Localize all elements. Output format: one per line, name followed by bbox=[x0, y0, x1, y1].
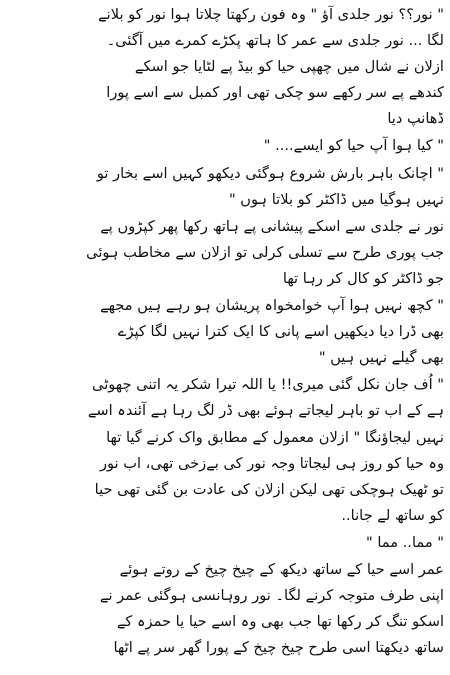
text-line: " کیا ہوا آپ حیا کو ایسے.... " bbox=[263, 137, 444, 155]
paragraph-3 bbox=[8, 161, 444, 213]
text-line: تو ٹھیک ہوچکی تھی لیکن ازلان کی عادت بن گئی تھی حیا bbox=[94, 480, 444, 498]
paragraph-4 bbox=[8, 214, 444, 292]
text-line: وہ حیا کو روز ہی لیجاتا وجہ نور کی بےزخی تھی، اب نور bbox=[99, 454, 444, 472]
paragraph-8 bbox=[8, 557, 444, 661]
paragraph-2 bbox=[8, 133, 444, 159]
text-line: کندھے پے سر رکھے سو چکی تھی اور کمبل سے اسے پورا bbox=[106, 84, 444, 102]
text-line: بھی ڈرا دیا دیکھیں اسے پانی کا ایک کترا نہیں لگا کپڑے bbox=[117, 323, 444, 341]
text-line: عمر اسے حیا کے ساتھ دیکھ کے چیخ چیخ کے روتے ہوئے bbox=[119, 560, 444, 578]
text-line: نہیں لیجاؤنگا " ازلان معمول کے مطابق واک کرنے گیا تھا bbox=[106, 428, 444, 446]
text-line: " کچھ نہیں ہوا آپ خوامخواہ پریشان ہو رہے ہیں مجھے bbox=[100, 297, 444, 315]
text-line: ڈھانپ دیا bbox=[387, 110, 444, 128]
text-line: نہیں ہوگیا میں ڈاکٹر کو بلاتا ہوں " bbox=[228, 190, 444, 208]
page-bottom-edge bbox=[0, 669, 450, 675]
text-line: جب پوری طرح سے تسلی کرلی تو ازلان سے مخاطب ہوئی bbox=[86, 243, 444, 261]
paragraph-7 bbox=[8, 530, 444, 556]
paragraph-1 bbox=[8, 2, 444, 132]
text-line: نور نے جلدی سے اسکے پیشانی پے ہاتھ رکھا پھر کپڑوں پے bbox=[100, 217, 444, 235]
text-line: لگا ... نور جلدی سے عمر کا ہاتھ پکڑے کمرے میں آگئی۔ bbox=[106, 32, 444, 50]
text-line: ہے کے اب تو باہر لیجاتے ہوئے بھی ڈر لگ رہا ہے آئندہ اسے bbox=[87, 402, 444, 420]
text-line: " نور؟؟ نور جلدی آؤ " وہ فون رکھتا چلاتا ہوا نور کو بلانے bbox=[98, 6, 444, 23]
text-line: کو ساتھ لے جانا.. bbox=[341, 506, 444, 524]
text-line: " اُف جان نکل گئی میری!! یا اللہ تیرا شکر یہ اتنی چھوٹی bbox=[92, 376, 444, 394]
text-line: بھی گیلے نہیں ہیں " bbox=[318, 349, 444, 367]
text-line: اپنی طرف متوجہ کرنے لگا۔ نور روہانسی ہوگئی عمر نے bbox=[99, 587, 444, 605]
text-line: ازلان نے شال میں چھپی حیا کو بیڈ پے لٹایا جو اسکے bbox=[134, 58, 444, 76]
text-line: " مما.. مما " bbox=[365, 533, 444, 551]
text-line: " اچانک باہر بارش شروع ہوگئی دیکھو کہیں اسے بخار تو bbox=[96, 164, 444, 182]
text-line: ساتھ دیکھتا اسی طرح چیخ چیخ کے پورا گھر سر پے اٹھا bbox=[113, 639, 444, 657]
paragraph-5 bbox=[8, 293, 444, 371]
text-line: جو ڈاکٹر کو کال کر رہا تھا bbox=[282, 269, 444, 287]
text-line: اسکو تنگ کر رکھا تھا جب بھی وہ اسے حیا یا حمزہ کے bbox=[116, 613, 444, 631]
paragraph-6 bbox=[8, 372, 444, 529]
